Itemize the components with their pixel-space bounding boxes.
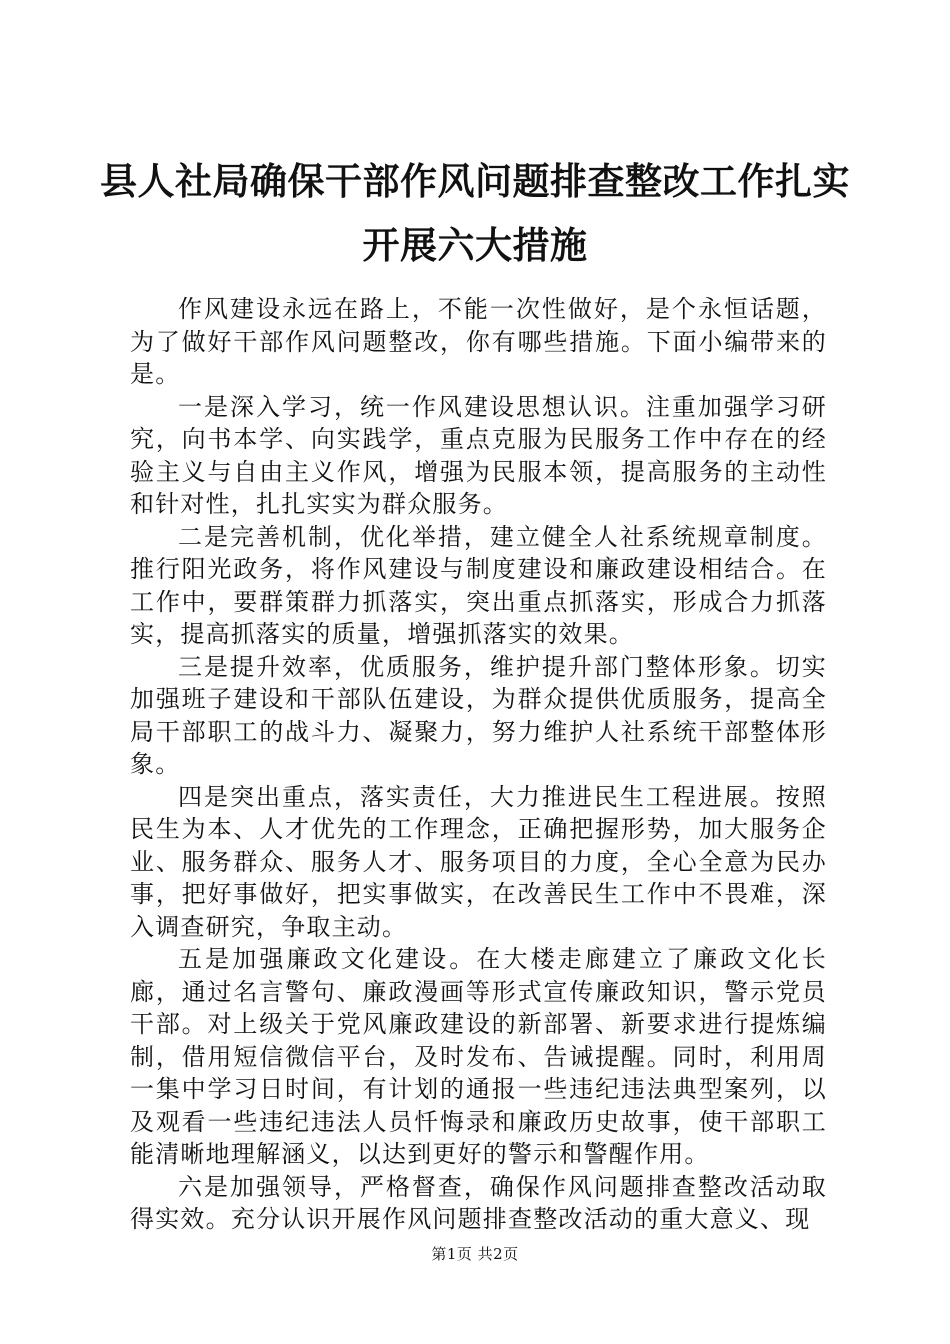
document-title-line-1: 县人社局确保干部作风问题排查整改工作扎实	[100, 159, 850, 203]
paragraph-intro: 作风建设永远在路上，不能一次性做好，是个永恒话题，为了做好干部作风问题整改，你有哪些措施。下面小编带来的是。	[130, 295, 827, 388]
paragraph-measure-1: 一是深入学习，统一作风建设思想认识。注重加强学习研究，向书本学、向实践学，重点克服为民服务工作中存在的经验主义与自由主义作风，增强为民服本领，提高服务的主动性和针对性，扎扎实实为群众服务。	[130, 392, 827, 518]
page-number-footer: 第1页 共2页	[431, 1245, 519, 1263]
document-title-line-2: 开展六大措施	[362, 223, 588, 267]
paragraph-measure-6: 六是加强领导，严格督查，确保作风问题排查整改活动取得实效。充分认识开展作风问题排查整改活动的重大意义、现	[130, 1172, 827, 1233]
document-body	[130, 293, 827, 1236]
paragraph-measure-2: 二是完善机制，优化举措，建立健全人社系统规章制度。推行阳光政务，将作风建设与制度建设和廉政建设相结合。在工作中，要群策群力抓落实，突出重点抓落实，形成合力抓落实，提高抓落实的质量，增强抓落实的效果。	[130, 522, 827, 648]
paragraph-measure-3: 三是提升效率，优质服务，维护提升部门整体形象。切实加强班子建设和干部队伍建设，为群众提供优质服务，提高全局干部职工的战斗力、凝聚力，努力维护人社系统干部整体形象。	[130, 652, 827, 778]
paragraph-measure-5: 五是加强廉政文化建设。在大楼走廊建立了廉政文化长廊，通过名言警句、廉政漫画等形式宣传廉政知识，警示党员干部。对上级关于党风廉政建设的新部署、新要求进行提炼编制，借用短信微信平台，及时发布、告诫提醒。同时，利用周一集中学习日时间，有计划的通报一些违纪违法典型案列，以及观看一些违纪违法人员忏悔录和廉政历史故事，使干部职工能清晰地理解涵义，以达到更好的警示和警醒作用。	[130, 945, 827, 1168]
paragraph-measure-4: 四是突出重点，落实责任，大力推进民生工程进展。按照民生为本、人才优先的工作理念，正确把握形势，加大服务企业、服务群众、服务人才、服务项目的力度，全心全意为民办事，把好事做好，把实事做实，在改善民生工作中不畏难，深入调查研究，争取主动。	[130, 782, 827, 941]
